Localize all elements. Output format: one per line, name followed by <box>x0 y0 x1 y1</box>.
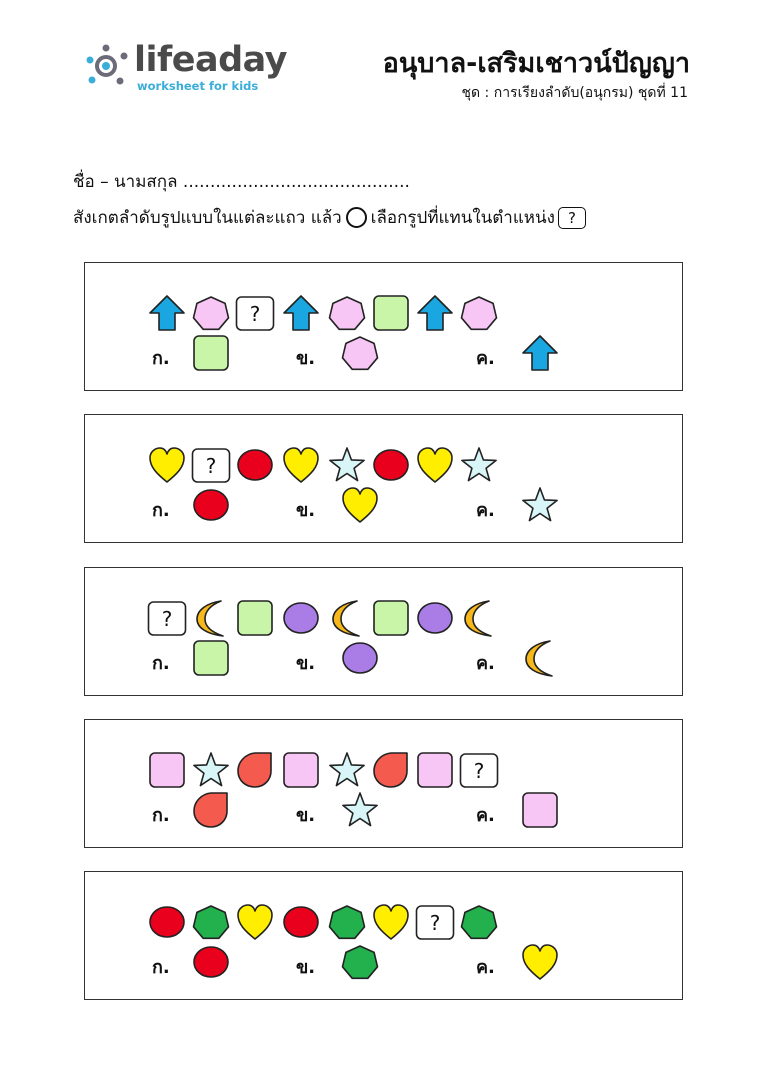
logo-text: lifeaday <box>134 40 287 80</box>
page-title: อนุบาล-เสริมเชาวน์ปัญญา <box>382 48 690 79</box>
option-label: ก. <box>152 653 170 674</box>
instruction-part2: เลือกรูปที่แทนในตำแหน่ง <box>370 208 555 228</box>
circle-icon <box>346 207 367 228</box>
square-green-icon <box>191 638 231 678</box>
circle-purple-icon <box>340 638 380 678</box>
arrow-blue-icon <box>281 293 321 333</box>
heptagon-pink-icon <box>327 293 367 333</box>
instruction-part1: สังเกตลำดับรูปแบบในแต่ละแถว แล้ว <box>73 208 342 228</box>
heptagon-pink-icon <box>459 293 499 333</box>
option-choice[interactable] <box>520 638 560 682</box>
option-choice[interactable] <box>340 638 380 682</box>
question-box-icon <box>415 902 455 942</box>
circle-red-icon <box>191 942 231 982</box>
heart-yellow-icon <box>235 902 275 942</box>
star-cyan-icon <box>327 750 367 790</box>
square-pink-icon <box>281 750 321 790</box>
moon-orange-icon <box>191 598 231 638</box>
moon-orange-icon <box>459 598 499 638</box>
square-pink-icon <box>520 790 560 830</box>
option-label: ค. <box>476 805 495 826</box>
option-choice[interactable] <box>340 333 380 377</box>
moon-orange-icon <box>520 638 560 678</box>
logo-molecule-icon <box>82 40 132 90</box>
option-label: ก. <box>152 348 170 369</box>
page-subtitle: ชุด : การเรียงลำดับ(อนุกรม) ชุดที่ 11 <box>461 85 688 101</box>
arrow-blue-icon <box>147 293 187 333</box>
option-label: ข. <box>296 653 316 674</box>
option-choice[interactable] <box>340 485 380 529</box>
square-green-icon <box>235 598 275 638</box>
circle-red-icon <box>147 902 187 942</box>
square-green-icon <box>371 598 411 638</box>
star-cyan-icon <box>340 790 380 830</box>
option-label: ก. <box>152 805 170 826</box>
svg-text:?: ? <box>249 302 261 326</box>
option-choice[interactable] <box>340 942 380 986</box>
heart-yellow-icon <box>415 445 455 485</box>
question-card-4 <box>84 719 683 848</box>
option-choice[interactable] <box>191 485 231 529</box>
star-cyan-icon <box>520 485 560 525</box>
square-pink-icon <box>147 750 187 790</box>
option-choice[interactable] <box>520 790 560 834</box>
square-green-icon <box>191 333 231 373</box>
heart-yellow-icon <box>281 445 321 485</box>
heart-yellow-icon <box>520 942 560 982</box>
circle-purple-icon <box>415 598 455 638</box>
heptagon-pink-icon <box>340 333 380 373</box>
option-label: ก. <box>152 500 170 521</box>
heart-yellow-icon <box>371 902 411 942</box>
heptagon-green-icon <box>459 902 499 942</box>
option-choice[interactable] <box>520 485 560 529</box>
drop-coral-icon <box>235 750 275 790</box>
heptagon-green-icon <box>340 942 380 982</box>
question-box-icon <box>235 293 275 333</box>
instruction <box>73 204 586 231</box>
circle-red-icon <box>191 485 231 525</box>
question-card-2 <box>84 414 683 543</box>
question-box-icon: ? <box>558 207 586 229</box>
svg-text:?: ? <box>161 607 173 631</box>
option-choice[interactable] <box>191 638 231 682</box>
option-label: ข. <box>296 805 316 826</box>
circle-red-icon <box>371 445 411 485</box>
star-cyan-icon <box>191 750 231 790</box>
question-card-3 <box>84 567 683 696</box>
option-label: ค. <box>476 957 495 978</box>
heptagon-green-icon <box>191 902 231 942</box>
option-label: ข. <box>296 957 316 978</box>
question-box-icon <box>191 445 231 485</box>
question-card-1 <box>84 262 683 391</box>
heart-yellow-icon <box>147 445 187 485</box>
option-choice[interactable] <box>191 790 231 834</box>
question-box-icon <box>147 598 187 638</box>
arrow-blue-icon <box>520 333 560 373</box>
circle-red-icon <box>235 445 275 485</box>
circle-purple-icon <box>281 598 321 638</box>
logo-tagline: worksheet for kids <box>137 79 259 93</box>
svg-text:?: ? <box>205 454 217 478</box>
heptagon-pink-icon <box>191 293 231 333</box>
star-cyan-icon <box>459 445 499 485</box>
star-cyan-icon <box>327 445 367 485</box>
question-box-icon <box>459 750 499 790</box>
option-choice[interactable] <box>191 942 231 986</box>
circle-red-icon <box>281 902 321 942</box>
svg-text:?: ? <box>429 911 441 935</box>
drop-coral-icon <box>371 750 411 790</box>
option-choice[interactable] <box>520 942 560 986</box>
heart-yellow-icon <box>340 485 380 525</box>
svg-text:?: ? <box>473 759 485 783</box>
option-label: ค. <box>476 500 495 521</box>
heptagon-green-icon <box>327 902 367 942</box>
drop-coral-icon <box>191 790 231 830</box>
option-choice[interactable] <box>191 333 231 377</box>
question-card-5 <box>84 871 683 1000</box>
option-label: ข. <box>296 500 316 521</box>
option-label: ค. <box>476 348 495 369</box>
option-choice[interactable] <box>340 790 380 834</box>
square-pink-icon <box>415 750 455 790</box>
arrow-blue-icon <box>415 293 455 333</box>
logo <box>82 38 287 94</box>
option-choice[interactable] <box>520 333 560 377</box>
option-label: ค. <box>476 653 495 674</box>
name-field[interactable]: ชื่อ – นามสกุล .......................................... <box>73 172 410 192</box>
option-label: ก. <box>152 957 170 978</box>
square-green-icon <box>371 293 411 333</box>
option-label: ข. <box>296 348 316 369</box>
moon-orange-icon <box>327 598 367 638</box>
